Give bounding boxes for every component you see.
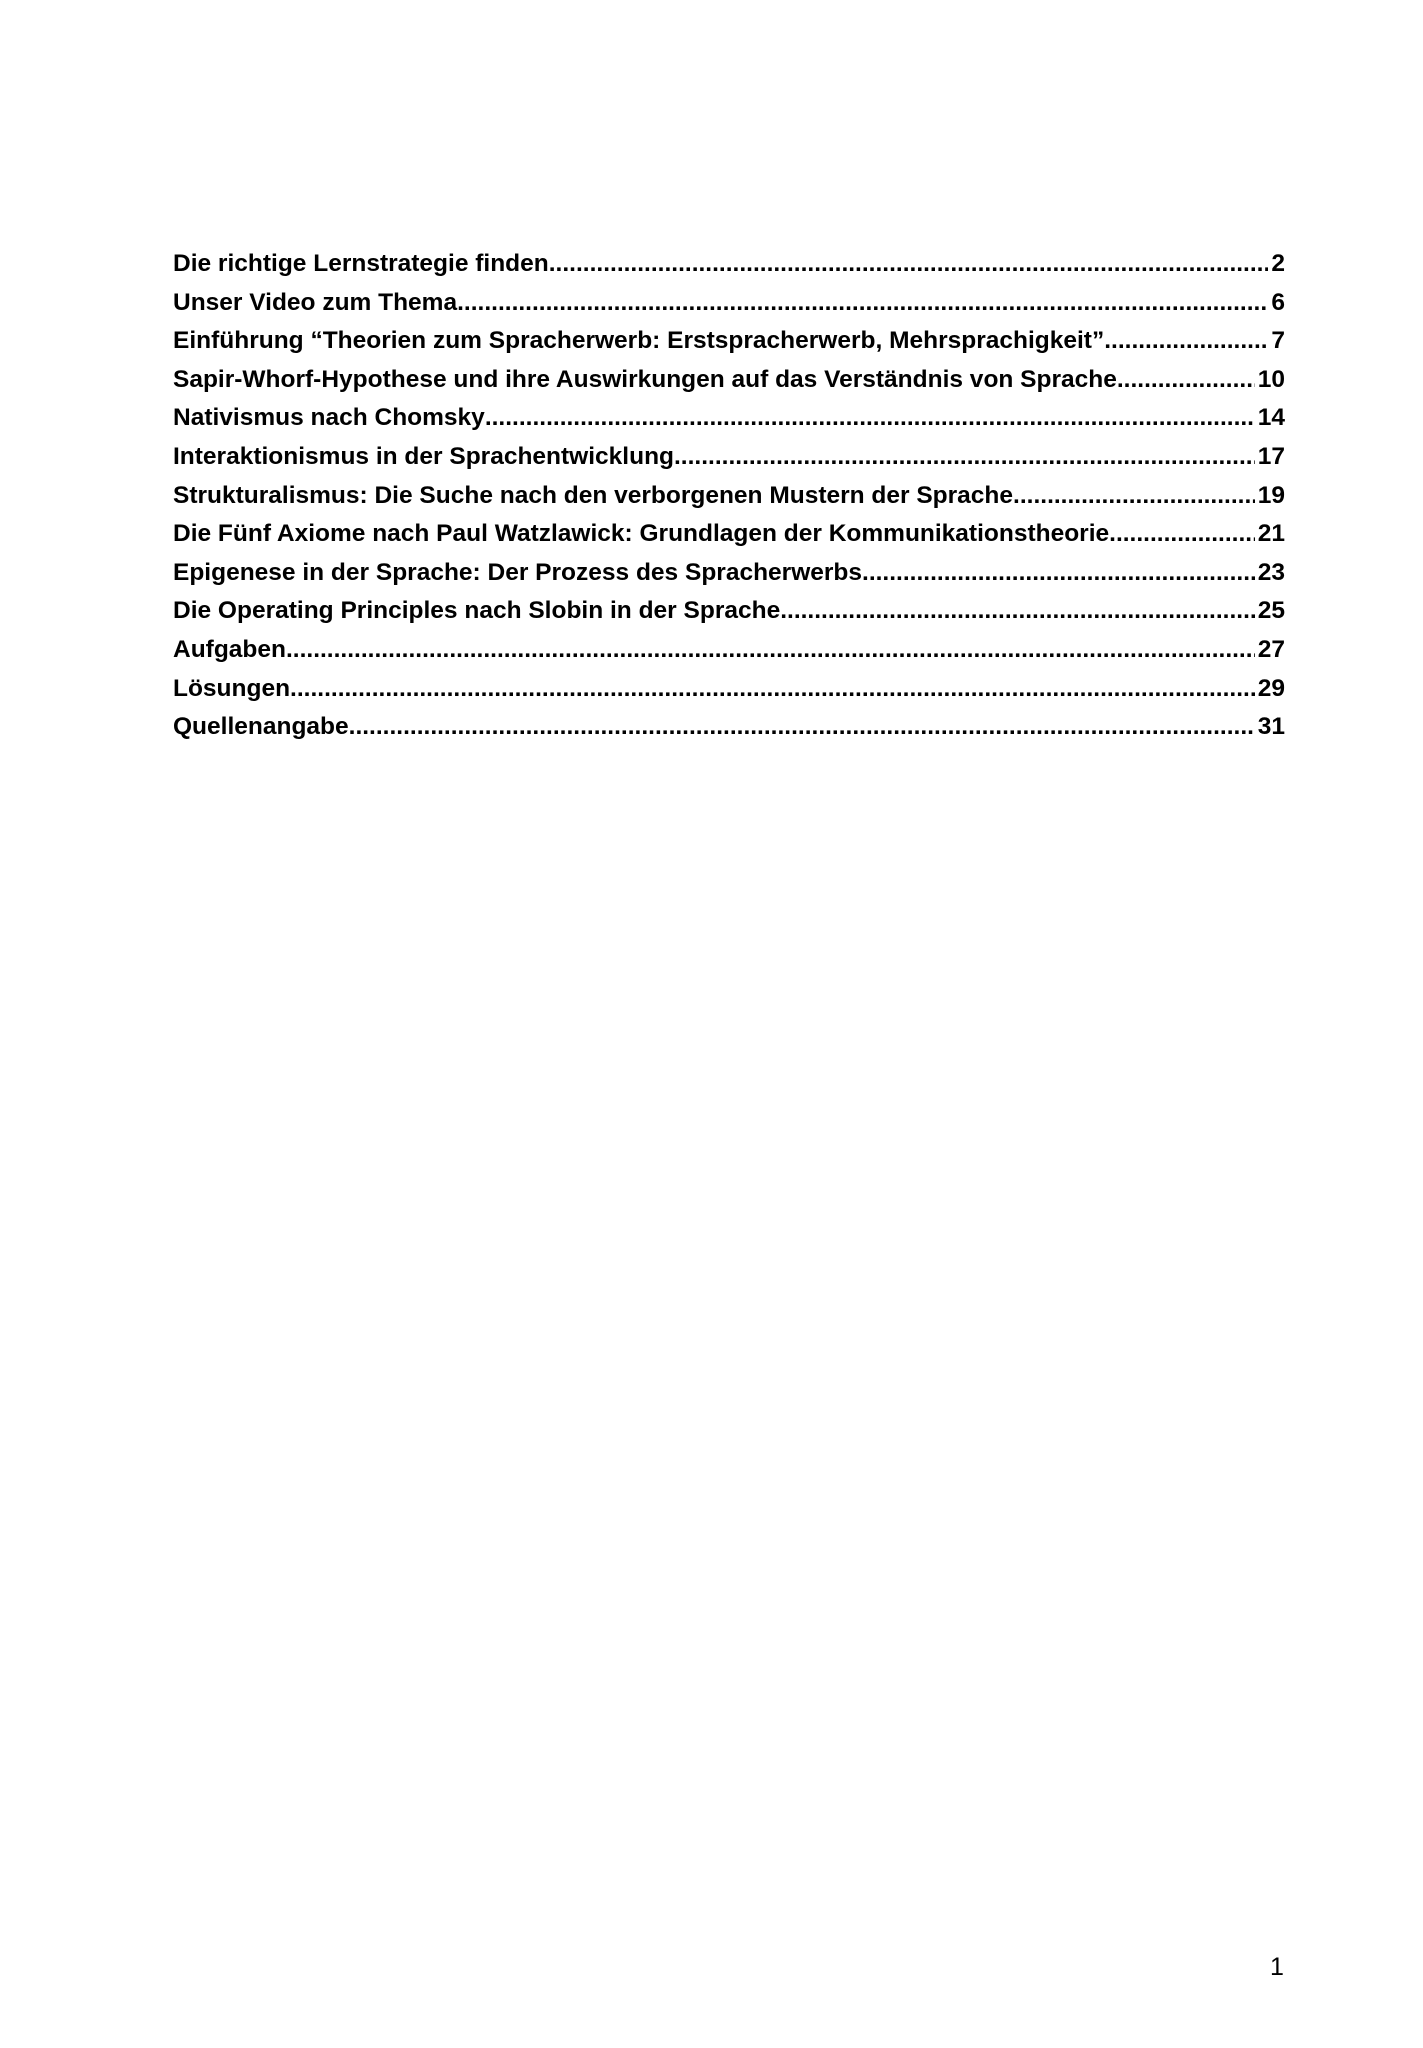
toc-dot-leader: [674, 443, 1255, 471]
toc-entry-title: Aufgaben: [173, 635, 286, 663]
toc-entry-page: 23: [1257, 558, 1285, 586]
toc-entry-title: Die Fünf Axiome nach Paul Watzlawick: Grundlagen der Kommunikationstheorie: [173, 520, 1110, 548]
table-of-contents: [173, 250, 1285, 752]
toc-entry-video[interactable]: [173, 289, 1285, 328]
toc-dot-leader: [290, 675, 1255, 703]
toc-entry-title: Die Operating Principles nach Slobin in der Sprache: [173, 597, 781, 625]
toc-dot-leader: [349, 713, 1255, 741]
toc-entry-page: 31: [1257, 713, 1285, 741]
toc-entry-sapir-whorf[interactable]: [173, 366, 1285, 405]
toc-entry-page: 25: [1257, 597, 1285, 625]
toc-entry-page: 29: [1257, 674, 1285, 702]
toc-entry-watzlawick[interactable]: [173, 520, 1285, 559]
toc-entry-title: Epigenese in der Sprache: Der Prozess des Spracherwerbs: [173, 558, 863, 586]
toc-dot-leader: [862, 559, 1255, 587]
toc-dot-leader: [549, 250, 1269, 278]
toc-dot-leader: [1013, 482, 1255, 510]
toc-entry-page: 6: [1271, 288, 1285, 316]
toc-entry-aufgaben[interactable]: [173, 636, 1285, 675]
toc-entry-title: Interaktionismus in der Sprachentwicklung: [173, 442, 674, 470]
toc-entry-title: Einführung “Theorien zum Spracherwerb: Erstspracherwerb, Mehrsprachigkeit”: [173, 327, 1105, 355]
toc-entry-title: Sapir-Whorf-Hypothese und ihre Auswirkungen auf das Verständnis von Sprache: [173, 365, 1117, 393]
toc-entry-title: Quellenangabe: [173, 713, 349, 741]
toc-entry-page: 21: [1257, 520, 1285, 548]
toc-dot-leader: [1109, 520, 1255, 548]
toc-entry-page: 19: [1257, 481, 1285, 509]
toc-dot-leader: [457, 289, 1268, 317]
toc-dot-leader: [485, 404, 1255, 432]
toc-entry-epigenese[interactable]: [173, 559, 1285, 598]
toc-entry-title: Lösungen: [173, 674, 291, 702]
toc-entry-page: 2: [1271, 250, 1285, 277]
toc-entry-einfuehrung[interactable]: [173, 327, 1285, 366]
toc-entry-loesungen[interactable]: [173, 675, 1285, 714]
toc-entry-page: 10: [1257, 365, 1285, 393]
toc-entry-title: Unser Video zum Thema: [173, 288, 458, 316]
toc-entry-nativismus[interactable]: [173, 404, 1285, 443]
toc-entry-page: 17: [1257, 442, 1285, 470]
toc-dot-leader: [780, 597, 1255, 625]
toc-entry-page: 7: [1271, 327, 1285, 355]
toc-entry-lernstrategie[interactable]: [173, 250, 1285, 289]
toc-dot-leader: [286, 636, 1255, 664]
toc-entry-slobin[interactable]: [173, 597, 1285, 636]
toc-entry-strukturalismus[interactable]: [173, 482, 1285, 521]
toc-entry-title: Die richtige Lernstrategie finden: [173, 250, 549, 277]
toc-dot-leader: [1117, 366, 1255, 394]
toc-entry-title: Strukturalismus: Die Suche nach den verborgenen Mustern der Sprache: [173, 481, 1014, 509]
toc-entry-title: Nativismus nach Chomsky: [173, 404, 485, 432]
toc-entry-page: 14: [1257, 404, 1285, 432]
toc-entry-quellenangabe[interactable]: [173, 713, 1285, 752]
toc-dot-leader: [1104, 327, 1268, 355]
toc-entry-page: 27: [1257, 635, 1285, 663]
toc-entry-interaktionismus[interactable]: [173, 443, 1285, 482]
page-number: 1: [1270, 1953, 1284, 1981]
